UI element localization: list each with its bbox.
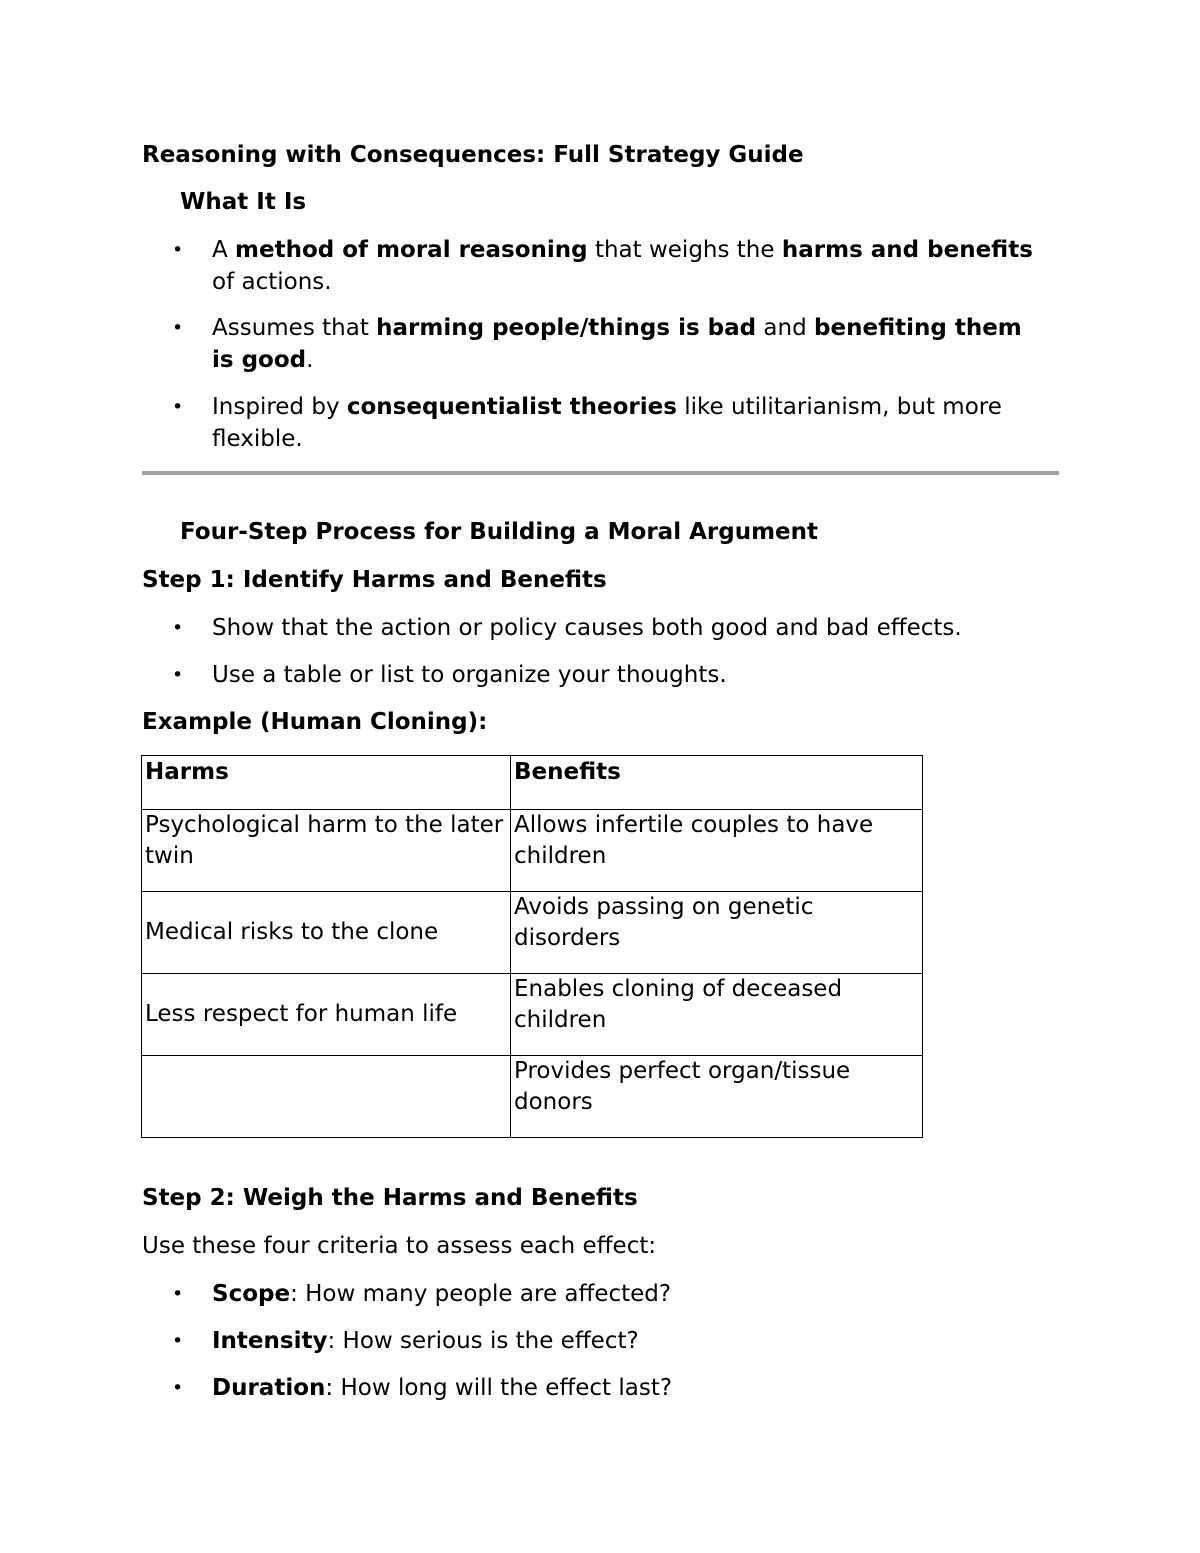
text-run: that weighs the: [587, 237, 782, 263]
what-bullet-2-line-1: [212, 312, 1022, 344]
what-bullet-3-line-2: flexible.: [212, 426, 303, 452]
table-row: [142, 1056, 923, 1138]
what-bullet-1-line-1: [212, 234, 1033, 266]
example-label: Example (Human Cloning):: [142, 709, 488, 735]
bold-run: method of moral reasoning: [235, 237, 588, 263]
step-1-bullet-1: Show that the action or policy causes both good and bad effects.: [212, 615, 962, 641]
text-run: Inspired by: [212, 394, 347, 420]
text-run: : How serious is the effect?: [327, 1328, 639, 1354]
bullet-dot: •: [172, 239, 184, 261]
horizontal-divider: [142, 471, 1059, 475]
process-heading: Four-Step Process for Building a Moral Argument: [180, 519, 819, 545]
what-it-is-heading: What It Is: [180, 189, 307, 215]
table-cell: Less respect for human life: [142, 974, 511, 1056]
bold-run: harming people/things is bad: [376, 315, 757, 341]
bullet-dot: •: [172, 317, 184, 339]
step-2-heading: Step 2: Weigh the Harms and Benefits: [142, 1185, 638, 1211]
what-bullet-3-line-1: [212, 391, 1002, 423]
bullet-dot: •: [172, 1283, 184, 1305]
harms-column-header: Harms: [142, 756, 511, 810]
bold-run: benefiting them: [814, 315, 1022, 341]
step-1-bullet-2: Use a table or list to organize your thoughts.: [212, 662, 727, 688]
table-cell: Psychological harm to the later twin: [142, 810, 511, 892]
table-cell: Enables cloning of deceased children: [511, 974, 923, 1056]
step-1-heading: Step 1: Identify Harms and Benefits: [142, 567, 607, 593]
what-bullet-1-line-2: of actions.: [212, 269, 332, 295]
bullet-dot: •: [172, 617, 184, 639]
table-cell: Avoids passing on genetic disorders: [511, 892, 923, 974]
bullet-dot: •: [172, 1377, 184, 1399]
bullet-dot: •: [172, 664, 184, 686]
table-row: [142, 810, 923, 892]
text-run: A: [212, 237, 236, 263]
text-run: and: [756, 315, 815, 341]
table-cell: [142, 1056, 511, 1138]
table-row: [142, 892, 923, 974]
bold-run: Intensity: [212, 1328, 328, 1354]
harms-benefits-table: [141, 755, 923, 1138]
criterion-scope: [212, 1278, 671, 1310]
bold-run: harms and benefits: [781, 237, 1033, 263]
table-row: [142, 974, 923, 1056]
text-run: Assumes that: [212, 315, 377, 341]
document-title: Reasoning with Consequences: Full Strategy Guide: [142, 142, 804, 168]
bullet-dot: •: [172, 1330, 184, 1352]
benefits-column-header: Benefits: [511, 756, 923, 810]
step-2-intro: Use these four criteria to assess each effect:: [142, 1233, 657, 1259]
text-run: : How many people are affected?: [290, 1281, 672, 1307]
bullet-dot: •: [172, 396, 184, 418]
table-cell: Allows infertile couples to have children: [511, 810, 923, 892]
criterion-duration: [212, 1372, 672, 1404]
bold-run: Scope: [212, 1281, 291, 1307]
what-bullet-2-line-2: [212, 344, 313, 376]
table-cell: Provides perfect organ/tissue donors: [511, 1056, 923, 1138]
bold-run: is good: [212, 347, 307, 373]
criterion-intensity: [212, 1325, 639, 1357]
table-header-row: [142, 756, 923, 810]
text-run: like utilitarianism, but more: [676, 394, 1002, 420]
bold-run: Duration: [212, 1375, 326, 1401]
bold-run: consequentialist theories: [346, 394, 677, 420]
table-cell: Medical risks to the clone: [142, 892, 511, 974]
text-run: : How long will the effect last?: [325, 1375, 673, 1401]
text-run: .: [306, 347, 314, 373]
